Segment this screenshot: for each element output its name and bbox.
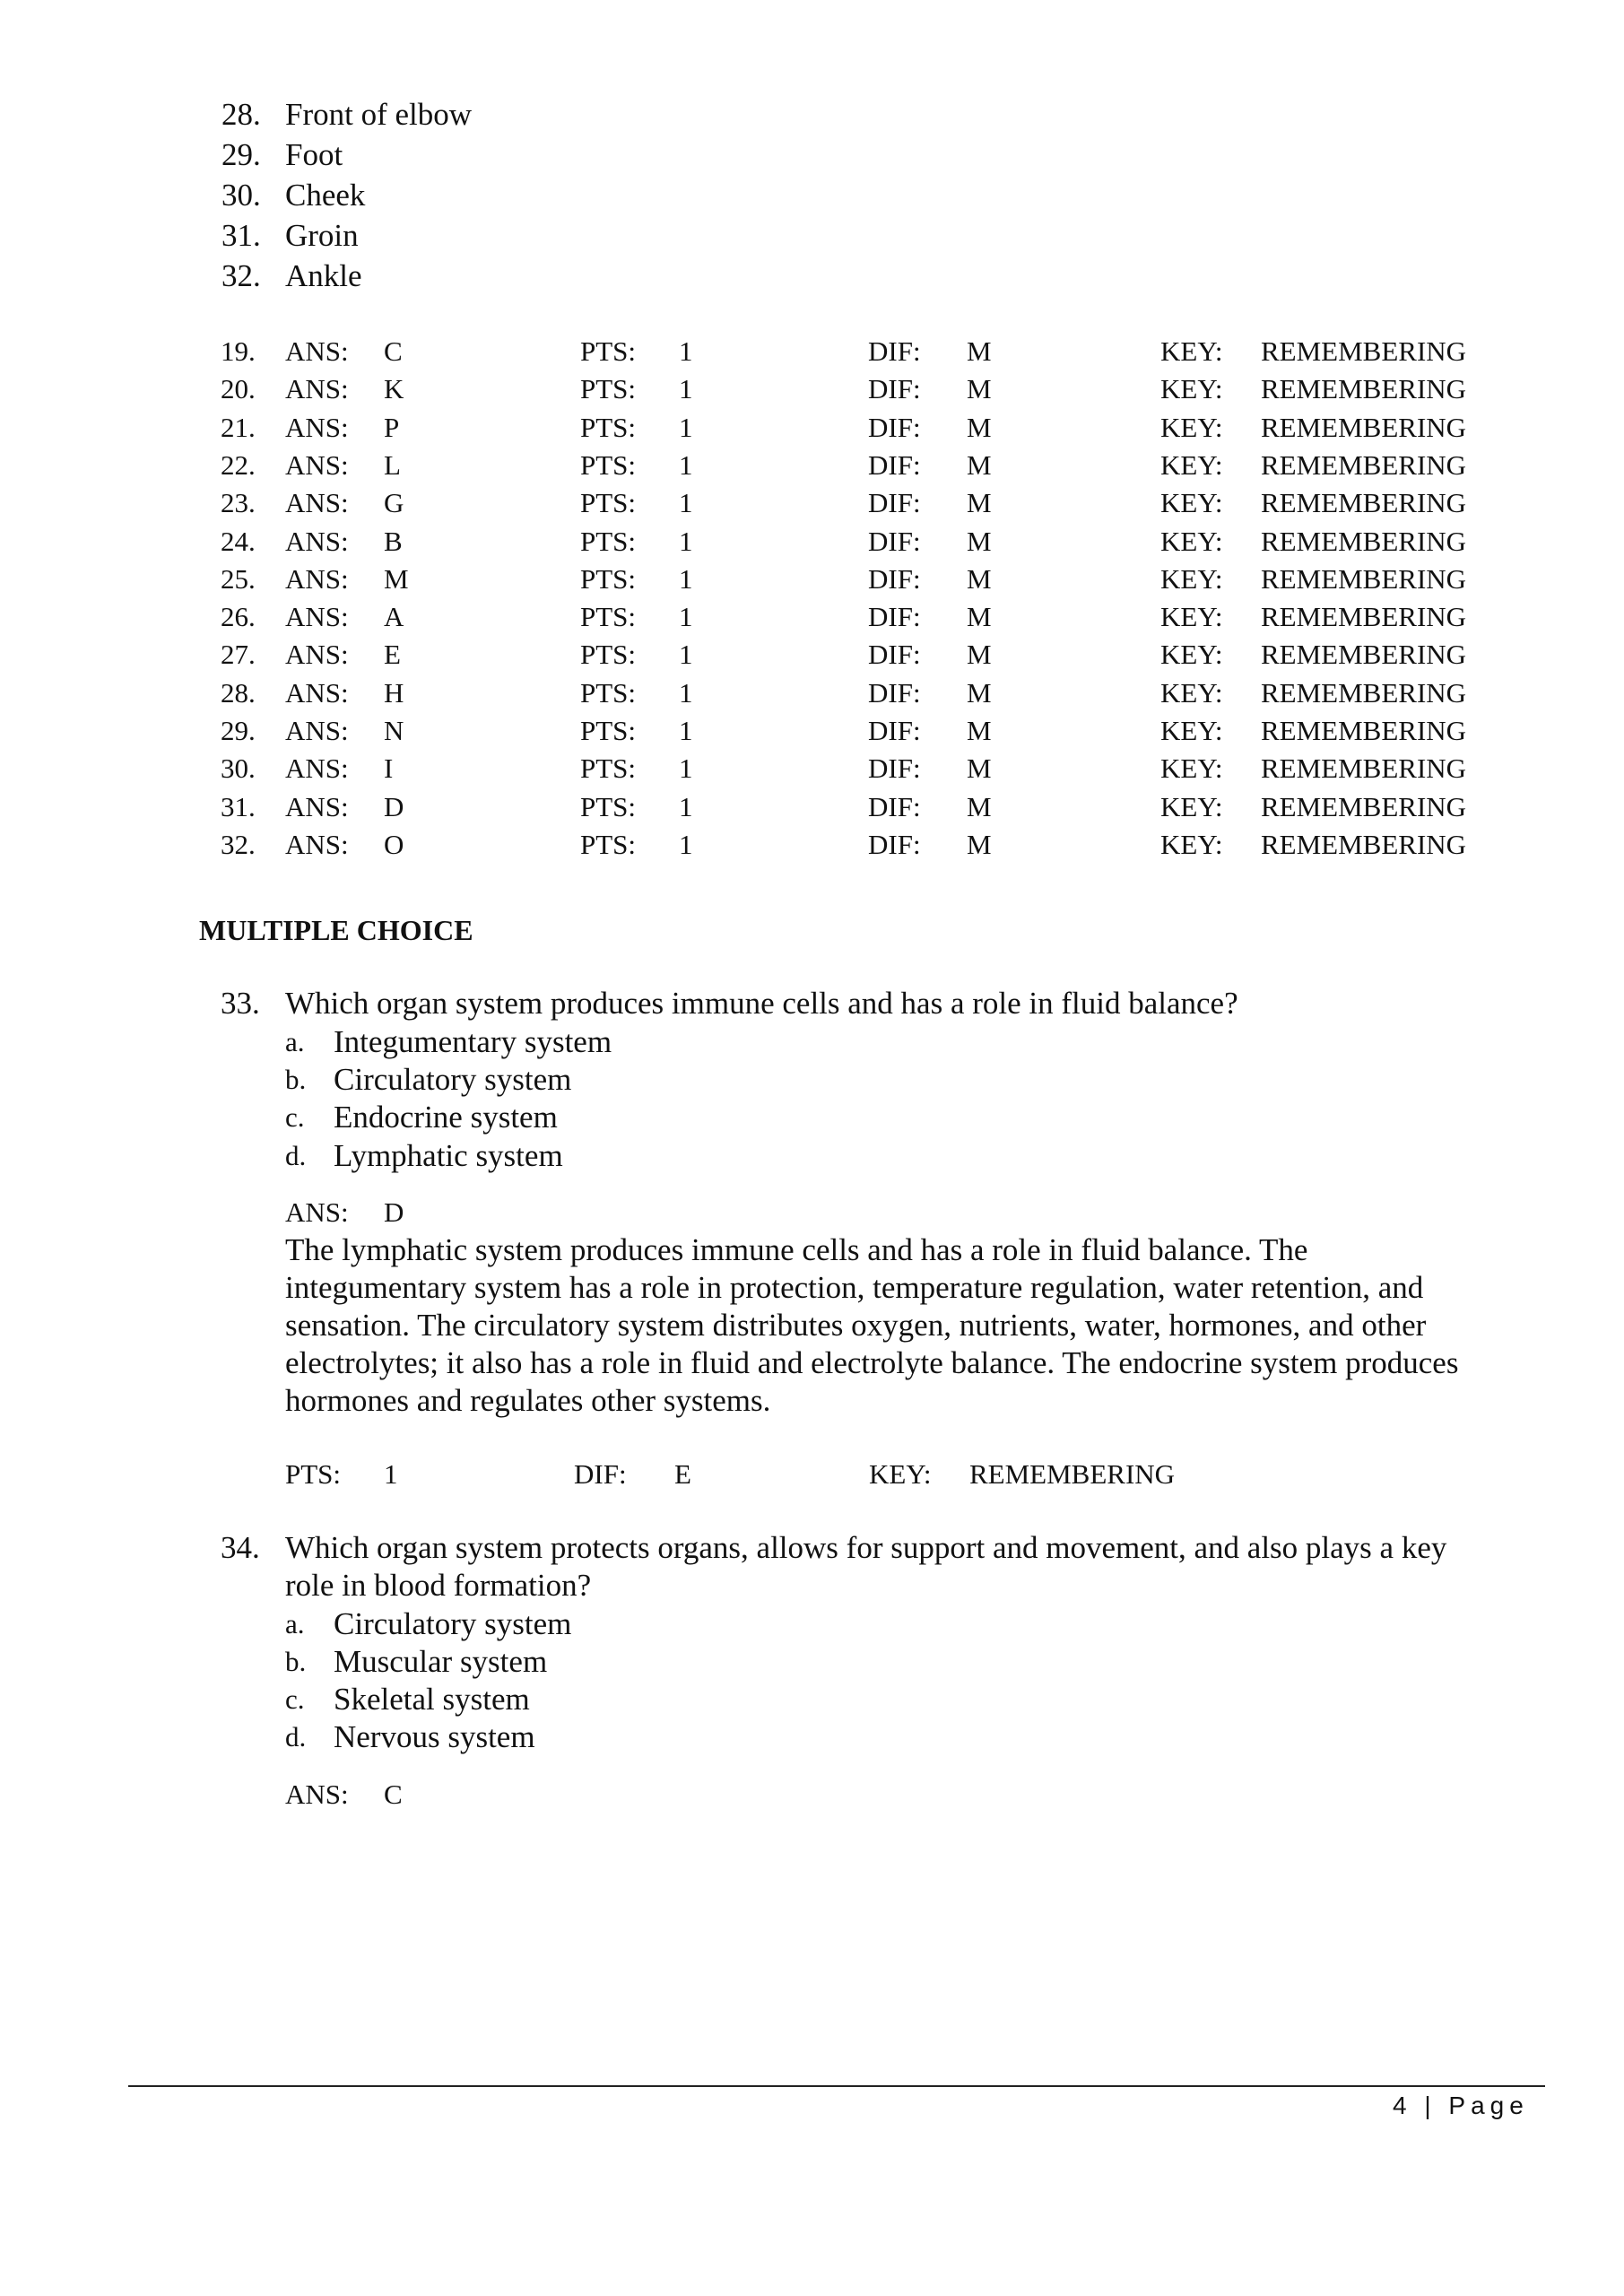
difficulty-value: M [967, 828, 992, 860]
answer-label: ANS: [285, 1779, 349, 1810]
option-text: Endocrine system [334, 1100, 558, 1135]
answer-value: C [384, 1779, 403, 1810]
key-value: REMEMBERING [1261, 715, 1467, 746]
key-label: KEY: [1160, 639, 1223, 671]
question-number: 34. [221, 1530, 260, 1565]
difficulty-label: DIF: [574, 1458, 627, 1490]
difficulty-value: M [967, 373, 992, 405]
difficulty-value: M [967, 715, 992, 746]
answer-key-row [0, 636, 1624, 674]
difficulty-label: DIF: [868, 562, 921, 595]
key-value: REMEMBERING [1261, 828, 1467, 860]
difficulty-label: DIF: [868, 411, 921, 443]
matching-item [0, 257, 1624, 298]
difficulty-label: DIF: [868, 601, 921, 633]
option-letter: c. [285, 1101, 305, 1133]
answer-key-row [0, 333, 1624, 370]
difficulty-label: DIF: [868, 373, 921, 405]
answer-key-row [0, 826, 1624, 864]
key-label: KEY: [1160, 448, 1223, 481]
key-value: REMEMBERING [1261, 411, 1467, 443]
answer-key-row [0, 447, 1624, 484]
points-label: PTS: [580, 790, 637, 822]
points-value: 1 [679, 487, 693, 519]
question-text: Which organ system protects organs, allows for support and movement, and also plays a key [285, 1530, 1447, 1565]
option-letter: a. [285, 1608, 305, 1639]
item-number: 28. [221, 97, 261, 132]
key-value: REMEMBERING [969, 1458, 1176, 1490]
points-label: PTS: [580, 411, 637, 443]
answer-key-row [0, 370, 1624, 408]
row-number: 28. [221, 676, 256, 709]
key-value: REMEMBERING [1261, 601, 1467, 633]
key-label: KEY: [1160, 335, 1223, 367]
answer-key-row [0, 598, 1624, 636]
key-value: REMEMBERING [1261, 790, 1467, 822]
answer-label: ANS: [285, 676, 349, 709]
key-label: KEY: [1160, 790, 1223, 822]
difficulty-value: M [967, 562, 992, 595]
option-text: Nervous system [334, 1719, 535, 1754]
points-label: PTS: [285, 1458, 342, 1490]
answer-label: ANS: [285, 639, 349, 671]
difficulty-value: M [967, 525, 992, 557]
explanation-line: hormones and regulates other systems. [285, 1383, 771, 1418]
points-label: PTS: [580, 373, 637, 405]
option-letter: b. [285, 1646, 307, 1677]
answer-key-row [0, 712, 1624, 750]
explanation-line: integumentary system has a role in protection, temperature regulation, water retention, and [285, 1270, 1424, 1305]
option-letter: d. [285, 1140, 307, 1171]
row-number: 25. [221, 562, 256, 595]
points-label: PTS: [580, 335, 637, 367]
option-text: Skeletal system [334, 1682, 530, 1717]
difficulty-label: DIF: [868, 676, 921, 709]
difficulty-value: M [967, 487, 992, 519]
answer-value: N [384, 715, 404, 746]
answer-label: ANS: [285, 373, 349, 405]
points-value: 1 [679, 790, 693, 822]
row-number: 20. [221, 373, 256, 405]
explanation-line: The lymphatic system produces immune cells and has a role in fluid balance. The [285, 1232, 1308, 1267]
points-label: PTS: [580, 828, 637, 860]
answer-key-row [0, 409, 1624, 447]
answer-label: ANS: [285, 752, 349, 785]
difficulty-label: DIF: [868, 448, 921, 481]
points-label: PTS: [580, 639, 637, 671]
answer-key-row [0, 788, 1624, 826]
item-label: Groin [285, 218, 359, 253]
explanation-line: sensation. The circulatory system distributes oxygen, nutrients, water, hormones, and other [285, 1308, 1427, 1343]
answer-value: D [384, 790, 404, 822]
points-value: 1 [679, 639, 693, 671]
points-value: 1 [679, 752, 693, 785]
answer-label: ANS: [285, 562, 349, 595]
answer-value: G [384, 487, 404, 519]
key-label: KEY: [1160, 828, 1223, 860]
answer-value: O [384, 828, 404, 860]
points-value: 1 [679, 828, 693, 860]
question-number: 33. [221, 986, 260, 1021]
points-label: PTS: [580, 601, 637, 633]
difficulty-value: M [967, 676, 992, 709]
option-letter: a. [285, 1026, 305, 1057]
difficulty-label: DIF: [868, 715, 921, 746]
matching-item [0, 177, 1624, 217]
answer-label: ANS: [285, 715, 349, 746]
item-label: Cheek [285, 178, 366, 213]
row-number: 19. [221, 335, 256, 367]
points-label: PTS: [580, 715, 637, 746]
points-label: PTS: [580, 562, 637, 595]
matching-item [0, 96, 1624, 136]
difficulty-value: M [967, 335, 992, 367]
answer-label: ANS: [285, 525, 349, 557]
row-number: 26. [221, 601, 256, 633]
question-text: Which organ system produces immune cells and has a role in fluid balance? [285, 986, 1238, 1021]
answer-label: ANS: [285, 487, 349, 519]
points-value: 1 [679, 335, 693, 367]
points-value: 1 [679, 715, 693, 746]
option-text: Circulatory system [334, 1606, 572, 1641]
difficulty-value: E [674, 1458, 691, 1490]
points-value: 1 [679, 676, 693, 709]
key-value: REMEMBERING [1261, 335, 1467, 367]
option-text: Circulatory system [334, 1062, 572, 1097]
answer-value: B [384, 525, 403, 557]
difficulty-label: DIF: [868, 525, 921, 557]
matching-item [0, 136, 1624, 177]
row-number: 29. [221, 715, 256, 746]
key-label: KEY: [1160, 487, 1223, 519]
points-value: 1 [679, 373, 693, 405]
row-number: 27. [221, 639, 256, 671]
difficulty-label: DIF: [868, 790, 921, 822]
item-number: 29. [221, 137, 261, 172]
option-letter: c. [285, 1683, 305, 1715]
key-value: REMEMBERING [1261, 373, 1467, 405]
points-value: 1 [679, 448, 693, 481]
answer-value: P [384, 411, 400, 443]
page-number: 4 | Page [1393, 2092, 1529, 2119]
key-value: REMEMBERING [1261, 562, 1467, 595]
answer-key-row [0, 484, 1624, 522]
difficulty-label: DIF: [868, 752, 921, 785]
answer-label: ANS: [285, 1196, 349, 1228]
answer-key-row [0, 750, 1624, 787]
answer-label: ANS: [285, 790, 349, 822]
points-value: 1 [679, 562, 693, 595]
explanation-line: electrolytes; it also has a role in fluid and electrolyte balance. The endocrine system produces [285, 1345, 1459, 1380]
option-text: Integumentary system [334, 1024, 612, 1059]
row-number: 31. [221, 790, 256, 822]
points-value: 1 [679, 601, 693, 633]
row-number: 24. [221, 525, 256, 557]
answer-value: C [384, 335, 403, 367]
key-value: REMEMBERING [1261, 487, 1467, 519]
option-letter: d. [285, 1721, 307, 1752]
answer-explanation [285, 1231, 1559, 1420]
option-text: Muscular system [334, 1644, 548, 1679]
key-label: KEY: [1160, 715, 1223, 746]
question-text: role in blood formation? [285, 1568, 592, 1603]
points-value: 1 [384, 1458, 398, 1490]
key-label: KEY: [1160, 752, 1223, 785]
row-number: 22. [221, 448, 256, 481]
row-number: 30. [221, 752, 256, 785]
difficulty-value: M [967, 639, 992, 671]
footer-divider [128, 2085, 1545, 2087]
answer-value: I [384, 752, 394, 785]
key-value: REMEMBERING [1261, 448, 1467, 481]
difficulty-value: M [967, 752, 992, 785]
points-label: PTS: [580, 752, 637, 785]
item-label: Foot [285, 137, 343, 172]
answer-value: D [384, 1196, 404, 1228]
points-label: PTS: [580, 525, 637, 557]
answer-label: ANS: [285, 601, 349, 633]
key-label: KEY: [1160, 373, 1223, 405]
key-value: REMEMBERING [1261, 752, 1467, 785]
key-value: REMEMBERING [1261, 525, 1467, 557]
points-value: 1 [679, 525, 693, 557]
answer-label: ANS: [285, 335, 349, 367]
row-number: 23. [221, 487, 256, 519]
answer-value: M [384, 562, 409, 595]
answer-key-row [0, 674, 1624, 712]
option-text: Lymphatic system [334, 1138, 563, 1173]
row-number: 32. [221, 828, 256, 860]
key-value: REMEMBERING [1261, 676, 1467, 709]
difficulty-value: M [967, 411, 992, 443]
answer-key-row [0, 523, 1624, 561]
points-label: PTS: [580, 676, 637, 709]
answer-value: L [384, 448, 401, 481]
item-label: Ankle [285, 258, 362, 293]
item-number: 30. [221, 178, 261, 213]
item-number: 32. [221, 258, 261, 293]
key-label: KEY: [1160, 601, 1223, 633]
points-label: PTS: [580, 487, 637, 519]
key-label: KEY: [1160, 411, 1223, 443]
item-label: Front of elbow [285, 97, 473, 132]
matching-item [0, 217, 1624, 257]
answer-key-row [0, 561, 1624, 598]
difficulty-value: M [967, 601, 992, 633]
row-number: 21. [221, 411, 256, 443]
points-value: 1 [679, 411, 693, 443]
option-letter: b. [285, 1064, 307, 1095]
answer-label: ANS: [285, 828, 349, 860]
answer-label: ANS: [285, 411, 349, 443]
difficulty-label: DIF: [868, 335, 921, 367]
key-label: KEY: [869, 1458, 932, 1490]
key-value: REMEMBERING [1261, 639, 1467, 671]
answer-value: E [384, 639, 401, 671]
item-number: 31. [221, 218, 261, 253]
difficulty-label: DIF: [868, 639, 921, 671]
difficulty-label: DIF: [868, 828, 921, 860]
difficulty-value: M [967, 448, 992, 481]
answer-value: K [384, 373, 404, 405]
difficulty-value: M [967, 790, 992, 822]
answer-value: A [384, 601, 404, 633]
answer-value: H [384, 676, 404, 709]
key-label: KEY: [1160, 676, 1223, 709]
answer-label: ANS: [285, 448, 349, 481]
difficulty-label: DIF: [868, 487, 921, 519]
points-label: PTS: [580, 448, 637, 481]
section-heading: MULTIPLE CHOICE [199, 914, 473, 946]
key-label: KEY: [1160, 562, 1223, 595]
key-label: KEY: [1160, 525, 1223, 557]
